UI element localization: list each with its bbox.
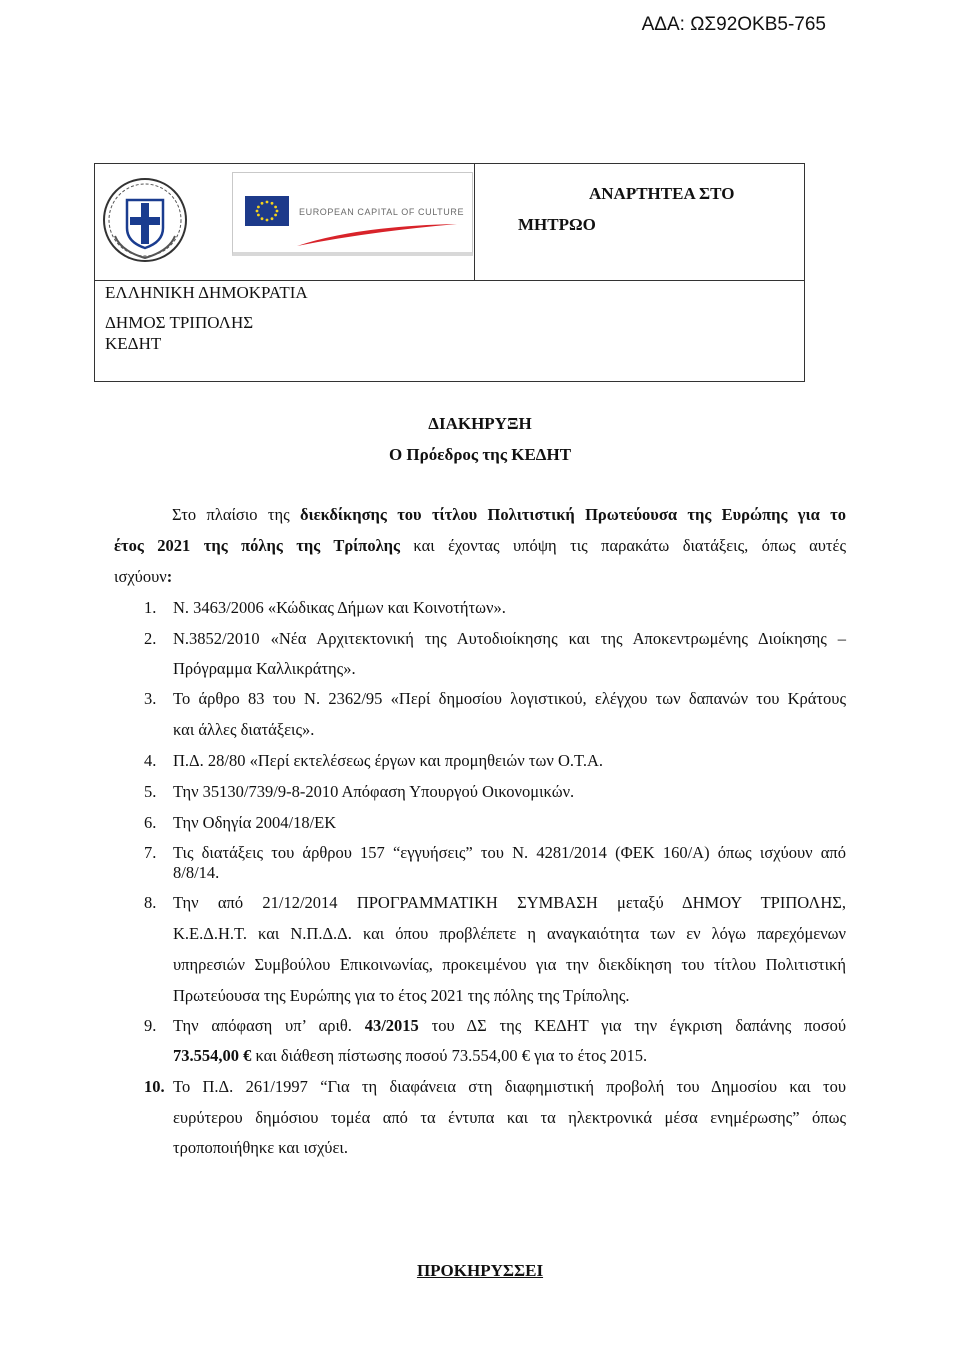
swoosh-icon — [297, 220, 457, 248]
header-top-row — [95, 164, 804, 281]
item-number: 4. — [144, 751, 157, 770]
proclaim-heading: ΠΡΟΚΗΡΥΣΣΕΙ — [416, 1261, 544, 1280]
item-number: 10. — [144, 1077, 165, 1096]
item-text: Την από 21/12/2014 ΠΡΟΓΡΑΜΜΑΤΙΚΗ ΣΥΜΒΑΣΗ μεταξύ ΔΗΜΟΥ ΤΡΙΠΟΛΗΣ, — [173, 893, 846, 912]
item-text: Το Π.Δ. 261/1997 “Για τη διαφάνεια στη διαφημιστική προβολή του Δημοσίου και του — [173, 1077, 846, 1096]
item-text: Το άρθρο 83 του Ν. 2362/95 «Περί δημοσίου λογιστικού, ελέγχου των δαπανών του Κράτους — [173, 689, 846, 708]
issuer-line-1: ΕΛΛΗΝΙΚΗ ΔΗΜΟΚΡΑΤΙΑ — [105, 283, 308, 302]
item-text: ευρύτερου δημόσιου τομέα από τα έντυπα και τα ηλεκτρονικά μέσα ενημέρωσης” όπως — [173, 1108, 846, 1127]
item-text: 8/8/14. — [173, 863, 220, 882]
item-text: υπηρεσιών Συμβούλου Επικοινωνίας, προκειμένου για την διεκδίκηση του τίτλου Πολιτιστική — [173, 955, 846, 974]
item-text: Την 35130/739/9-8-2010 Απόφαση Υπουργού Οικονομικών. — [173, 782, 575, 801]
eu-flag-icon — [245, 196, 289, 226]
posting-label-line2: ΜΗΤΡΩΟ — [518, 215, 596, 234]
posting-label-line1: ΑΝΑΡΤΗΤΕΑ ΣΤΟ — [589, 184, 735, 203]
header-table — [94, 163, 805, 382]
document-title: ΔΙΑΚΗΡΥΞΗ — [428, 414, 532, 433]
intro-line-3: ισχύουν: — [114, 567, 173, 586]
issuer-line-2: ΔΗΜΟΣ ΤΡΙΠΟΛΗΣ — [105, 313, 254, 332]
item-number: 5. — [144, 782, 157, 801]
ada-code: ΑΔΑ: ΩΣ92ΟΚΒ5-765 — [641, 14, 826, 35]
intro-line-2: έτος 2021 της πόλης της Τρίπολης και έχοντας υπόψη τις παρακάτω διατάξεις, όπως αυτές — [114, 536, 846, 555]
item-number: 6. — [144, 813, 157, 832]
european-capital-of-culture-logo — [232, 172, 473, 256]
item-text: τροποποιήθηκε και ισχύει. — [173, 1138, 348, 1157]
item-number: 8. — [144, 893, 157, 912]
item-number: 2. — [144, 629, 157, 648]
item-text: Τις διατάξεις του άρθρου 157 “εγγυήσεις” του Ν. 4281/2014 (ΦΕΚ 160/Α) όπως ισχύουν από — [173, 843, 846, 862]
item-text: 73.554,00 € και διάθεση πίστωσης ποσού 73.554,00 € για το έτος 2015. — [173, 1046, 648, 1065]
item-text: Πρόγραμμα Καλλικράτης». — [173, 659, 356, 678]
document-subtitle: Ο Πρόεδρος της ΚΕΔΗΤ — [388, 445, 572, 464]
item-number: 7. — [144, 843, 157, 862]
item-text: Κ.Ε.Δ.Η.Τ. και Ν.Π.Δ.Δ. και όπου προβλέπετε η αναγκαιότητα των εν λόγω παρεχόμενων — [173, 924, 846, 943]
item-text: και άλλες διατάξεις». — [173, 720, 315, 739]
intro-line-1: Στο πλαίσιο της διεκδίκησης του τίτλου Πολιτιστική Πρωτεύουσα της Ευρώπης για το — [172, 505, 846, 524]
item-text: Την Οδηγία 2004/18/ΕΚ — [173, 813, 337, 832]
item-number: 9. — [144, 1016, 157, 1035]
item-number: 1. — [144, 598, 157, 617]
item-text: Την απόφαση υπ’ αριθ. 43/2015 του ΔΣ της ΚΕΔΗΤ για την έγκριση δαπάνης ποσού — [173, 1016, 847, 1035]
issuer-line-3: ΚΕΔΗΤ — [105, 334, 162, 353]
greek-coat-of-arms-icon — [101, 176, 189, 264]
logo-text: EUROPEAN CAPITAL OF CULTURE — [299, 207, 465, 217]
item-text: Ν. 3463/2006 «Κώδικας Δήμων και Κοινοτήτων». — [173, 598, 506, 617]
item-text: Πρωτεύουσα της Ευρώπης για το έτος 2021 της πόλης της Τρίπολης. — [173, 986, 630, 1005]
item-number: 3. — [144, 689, 157, 708]
item-text: Π.Δ. 28/80 «Περί εκτελέσεως έργων και προμηθειών των Ο.Τ.Α. — [173, 751, 603, 770]
item-text: Ν.3852/2010 «Νέα Αρχιτεκτονική της Αυτοδιοίκησης και της Αποκεντρωμένης Διοίκησης – — [173, 629, 846, 648]
